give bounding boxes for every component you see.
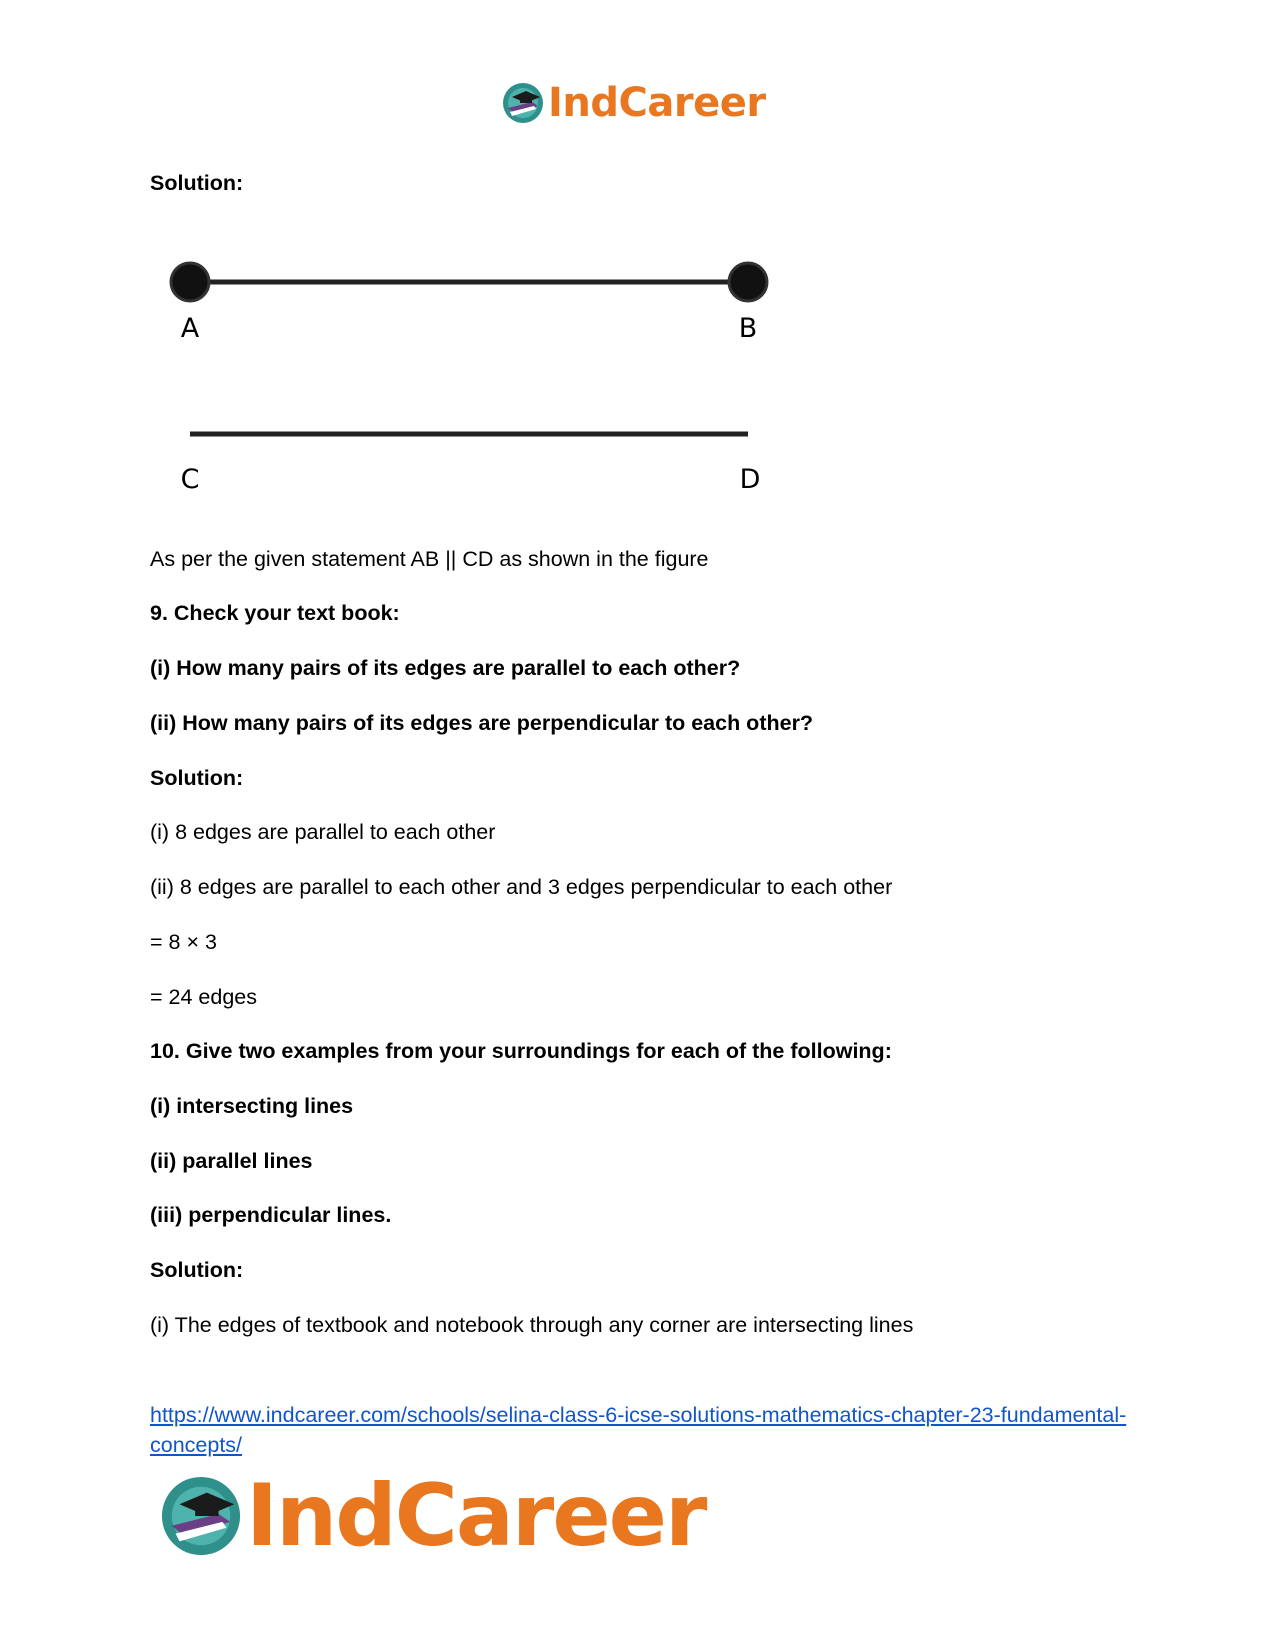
- solution-label: Solution:: [150, 171, 244, 195]
- point-b: [729, 263, 767, 301]
- logo-wordmark: IndCareer: [246, 1466, 706, 1566]
- point-a: [171, 263, 209, 301]
- label-a: A: [180, 313, 200, 344]
- question-9-part-ii: (ii) How many pairs of its edges are perpendicular to each other?: [150, 711, 814, 735]
- question-9-title: 9. Check your text book:: [150, 601, 400, 625]
- answer-9-calc-step-2: = 24 edges: [150, 985, 257, 1009]
- logo-wordmark: IndCareer: [548, 80, 766, 126]
- question-10-part-ii: (ii) parallel lines: [150, 1149, 313, 1173]
- solution-label: Solution:: [150, 766, 244, 790]
- statement-text: As per the given statement AB || CD as shown in the figure: [150, 547, 709, 571]
- header-logo: [502, 80, 766, 126]
- footer-logo: [160, 1466, 706, 1566]
- answer-10-part-i: (i) The edges of textbook and notebook through any corner are intersecting lines: [150, 1313, 914, 1337]
- label-d: D: [739, 464, 761, 495]
- answer-9-part-ii: (ii) 8 edges are parallel to each other and 3 edges perpendicular to each other: [150, 875, 893, 899]
- question-9-part-i: (i) How many pairs of its edges are parallel to each other?: [150, 656, 741, 680]
- question-10-part-iii: (iii) perpendicular lines.: [150, 1203, 392, 1227]
- answer-9-calc-step-1: = 8 × 3: [150, 930, 217, 954]
- logo-emblem-icon: [160, 1475, 242, 1557]
- solution-label: Solution:: [150, 1258, 244, 1282]
- label-c: C: [180, 464, 200, 495]
- logo-emblem-icon: [502, 82, 544, 124]
- source-link[interactable]: https://www.indcareer.com/schools/selina-class-6-icse-solutions-mathematics-chapter-23-fundamental-concepts/: [150, 1403, 1127, 1457]
- parallel-lines-figure: [150, 252, 770, 507]
- question-10-part-i: (i) intersecting lines: [150, 1094, 354, 1118]
- label-b: B: [738, 313, 758, 344]
- answer-9-part-i: (i) 8 edges are parallel to each other: [150, 820, 496, 844]
- question-10-title: 10. Give two examples from your surroundings for each of the following:: [150, 1039, 892, 1063]
